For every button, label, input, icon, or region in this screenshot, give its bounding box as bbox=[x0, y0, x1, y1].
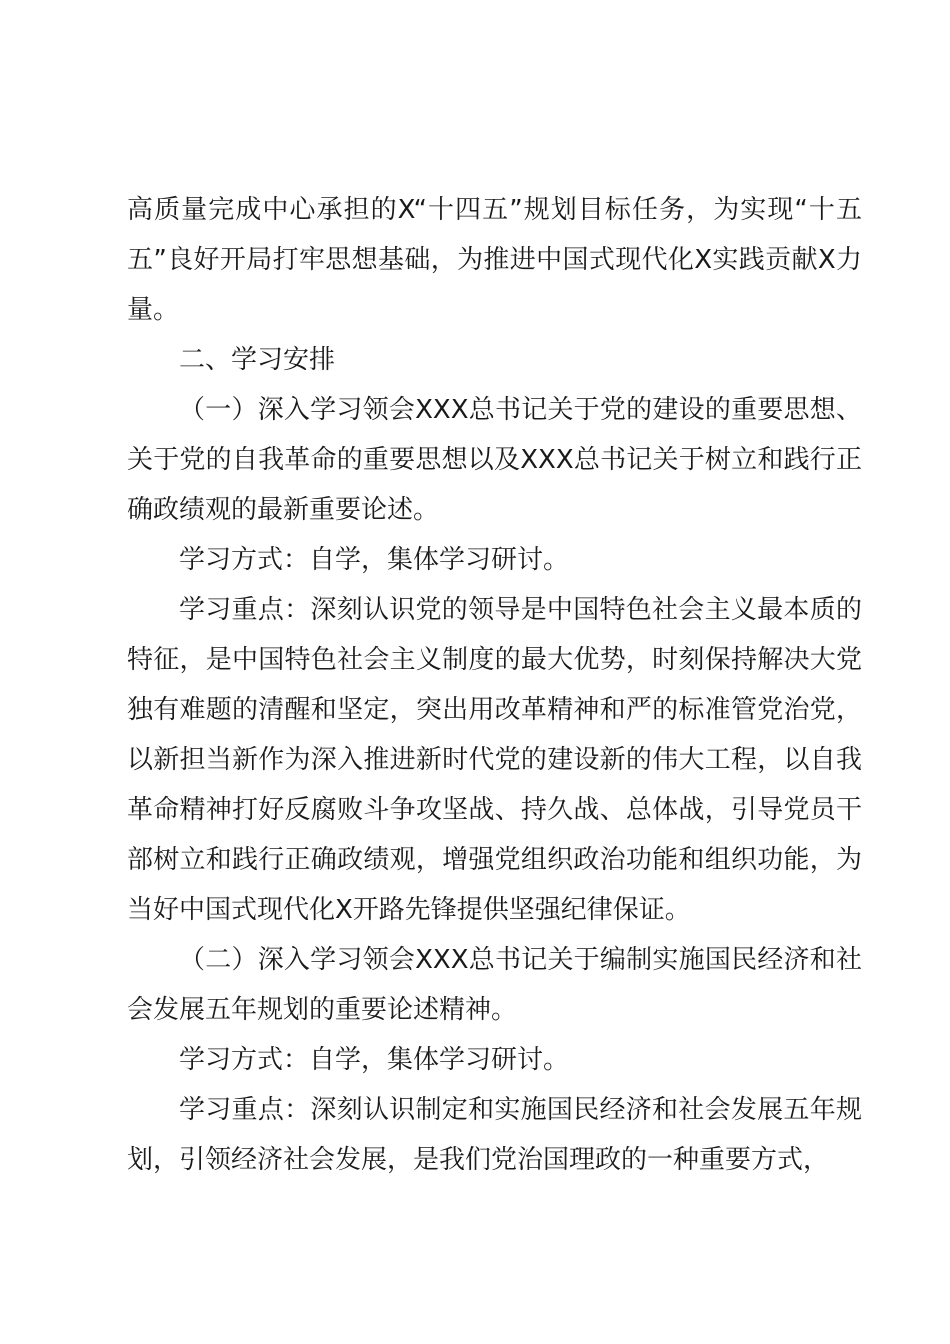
study-focus-1: 学习重点：深刻认识党的领导是中国特色社会主义最本质的特征，是中国特色社会主义制度的最大优势，时刻保持解决大党独有难题的清醒和坚定，突出用改革精神和严的标准管党治党，以新担当新作为深入推进新时代党的建设新的伟大工程，以自我革命精神打好反腐败斗争攻坚战、持久战、总体战，引导党员干部树立和践行正确政绩观，增强党组织政治功能和组织功能，为当好中国式现代化X开路先锋提供坚强纪律保证。 bbox=[127, 595, 862, 925]
study-method-2: 学习方式：自学，集体学习研讨。 bbox=[179, 1045, 570, 1075]
section-heading-study-arrangement: 二、学习安排 bbox=[179, 345, 336, 375]
document-body bbox=[127, 185, 862, 1185]
paragraph-continuation: 高质量完成中心承担的X“十四五”规划目标任务，为实现“十五五”良好开局打牢思想基础，为推进中国式现代化X实践贡献X力量。 bbox=[127, 195, 862, 325]
subsection-heading-1: （一）深入学习领会XXX总书记关于党的建设的重要思想、关于党的自我革命的重要思想以及XXX总书记关于树立和践行正确政绩观的最新重要论述。 bbox=[127, 395, 862, 525]
subsection-heading-2: （二）深入学习领会XXX总书记关于编制实施国民经济和社会发展五年规划的重要论述精神。 bbox=[127, 945, 862, 1025]
study-method-1: 学习方式：自学，集体学习研讨。 bbox=[179, 545, 570, 575]
study-focus-2: 学习重点：深刻认识制定和实施国民经济和社会发展五年规划，引领经济社会发展，是我们党治国理政的一种重要方式， bbox=[127, 1095, 862, 1175]
